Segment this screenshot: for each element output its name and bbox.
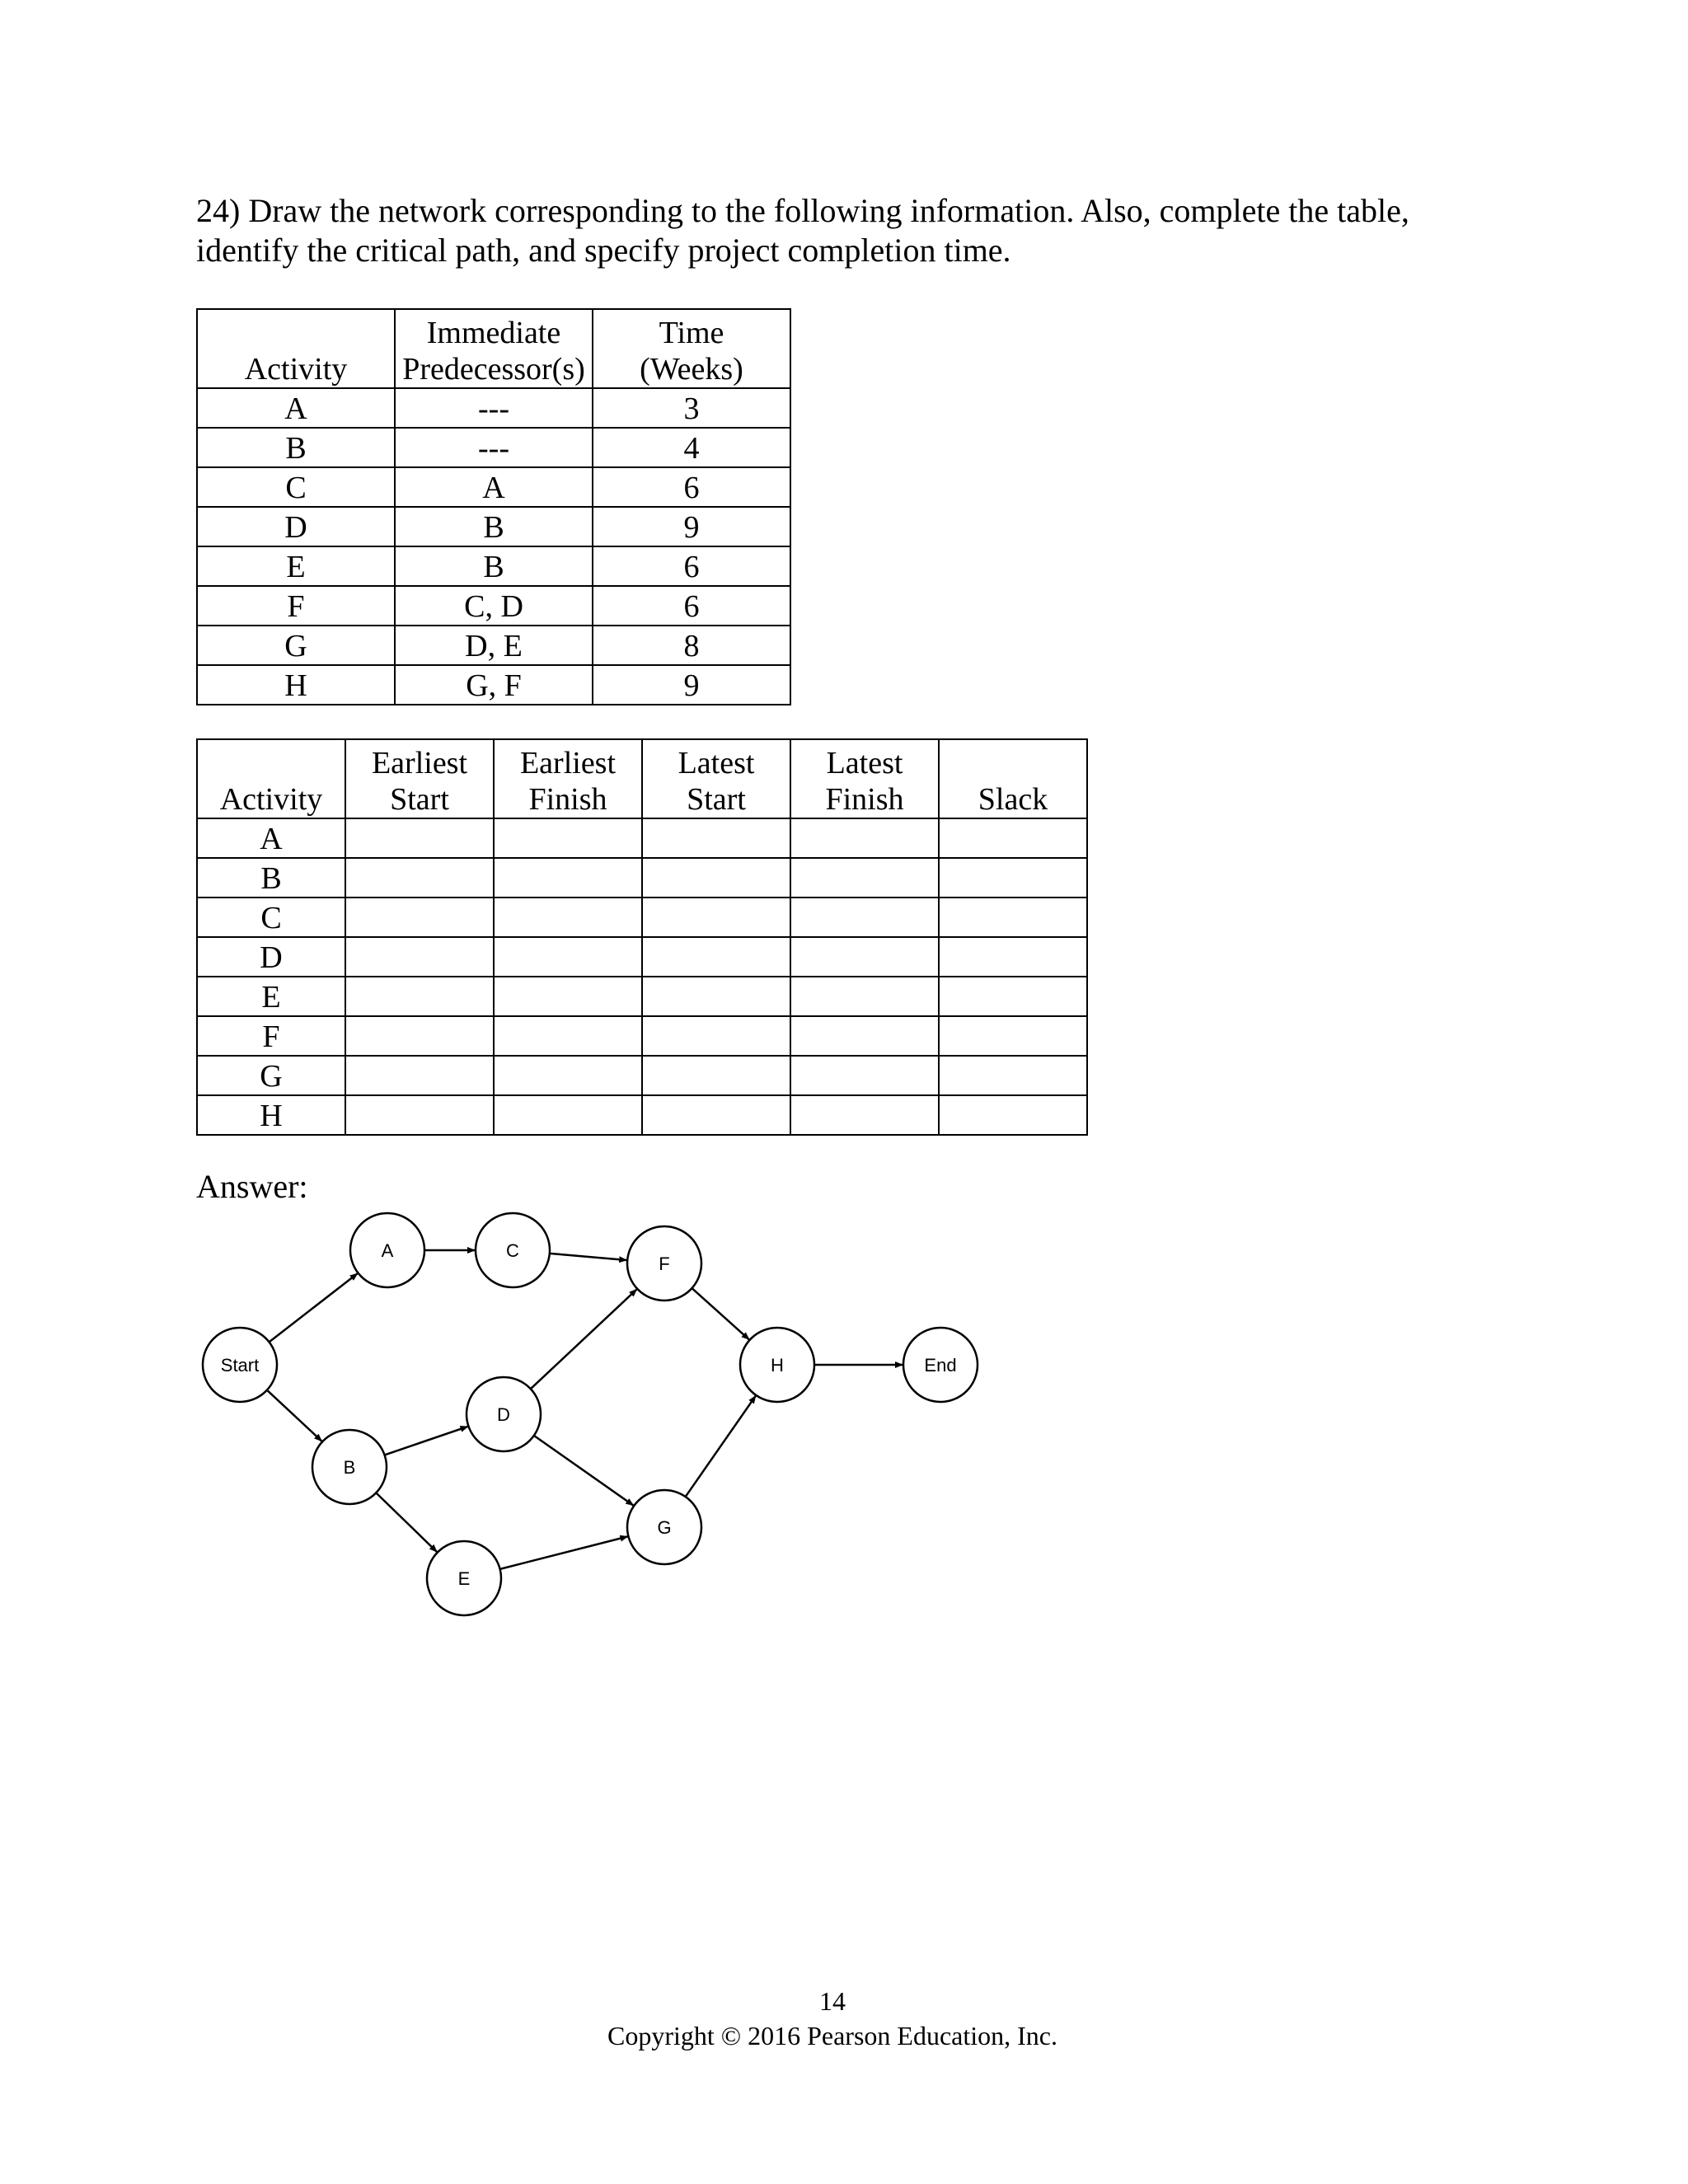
cell-activity: A xyxy=(197,388,395,428)
edge-b-e xyxy=(376,1493,437,1552)
header-slack: Slack xyxy=(939,739,1087,818)
header-lf-line1: Latest xyxy=(826,746,903,780)
cell-time: 6 xyxy=(593,586,790,626)
header-ls-line2: Start xyxy=(687,782,746,817)
node-label: Start xyxy=(220,1355,260,1376)
node-b xyxy=(312,1430,387,1504)
header-activity: Activity xyxy=(197,739,345,818)
header-ef-line1: Earliest xyxy=(519,746,617,780)
cell-activity: B xyxy=(197,428,395,467)
node-h xyxy=(740,1328,814,1402)
header-time-line1: Time xyxy=(659,316,724,350)
node-d xyxy=(467,1377,541,1451)
node-label: H xyxy=(771,1355,784,1376)
edge-b-d xyxy=(385,1427,468,1455)
edge-d-g xyxy=(534,1436,634,1506)
cell-activity: C xyxy=(197,467,395,507)
node-c xyxy=(476,1213,550,1287)
edge-e-g xyxy=(500,1536,628,1569)
question-line-2: identify the critical path, and specify project completion time. xyxy=(196,232,1011,269)
cell-time: 8 xyxy=(593,626,790,665)
cell-pred: B xyxy=(395,546,593,586)
node-f xyxy=(627,1226,701,1301)
header-es-line2: Start xyxy=(390,782,449,817)
page-number: 14 xyxy=(819,1986,846,2016)
edge-d-f xyxy=(531,1289,637,1389)
cell-activity: D xyxy=(197,507,395,546)
cell-pred: A xyxy=(395,467,593,507)
cell-activity: D xyxy=(197,937,345,977)
header-pred-line2: Predecessor(s) xyxy=(402,352,585,387)
edge-start-b xyxy=(267,1390,321,1441)
cell-time: 6 xyxy=(593,467,790,507)
header-activity: Activity xyxy=(197,309,395,388)
cell-pred: C, D xyxy=(395,586,593,626)
node-label: A xyxy=(381,1240,394,1261)
header-ls-line1: Latest xyxy=(678,746,755,780)
header-time-line2: (Weeks) xyxy=(640,352,743,387)
node-end xyxy=(903,1328,978,1402)
edge-start-a xyxy=(270,1273,358,1342)
cell-pred: --- xyxy=(395,388,593,428)
cell-pred: B xyxy=(395,507,593,546)
cell-activity: A xyxy=(197,818,345,858)
node-e xyxy=(427,1541,501,1615)
header-lf-line2: Finish xyxy=(825,782,904,817)
node-label: G xyxy=(657,1517,672,1538)
cell-activity: E xyxy=(197,977,345,1016)
cell-activity: G xyxy=(197,626,395,665)
cell-activity: F xyxy=(197,1016,345,1056)
cell-activity: G xyxy=(197,1056,345,1095)
cell-pred: G, F xyxy=(395,665,593,705)
node-start xyxy=(203,1328,277,1402)
cell-time: 9 xyxy=(593,665,790,705)
answer-label: Answer: xyxy=(196,1168,308,1205)
node-label: B xyxy=(343,1457,356,1478)
cell-activity: B xyxy=(197,858,345,898)
edge-c-f xyxy=(550,1254,626,1260)
edge-f-h xyxy=(692,1288,748,1339)
question-line-1: 24) Draw the network corresponding to the following information. Also, complete the table, xyxy=(196,192,1409,229)
node-label: C xyxy=(506,1240,519,1261)
cell-activity: H xyxy=(197,1095,345,1135)
node-label: E xyxy=(457,1568,471,1589)
node-label: F xyxy=(659,1254,670,1274)
node-g xyxy=(627,1490,701,1564)
node-label: D xyxy=(497,1404,510,1425)
cell-time: 3 xyxy=(593,388,790,428)
cell-activity: E xyxy=(197,546,395,586)
cell-pred: --- xyxy=(395,428,593,467)
cell-activity: F xyxy=(197,586,395,626)
cell-activity: C xyxy=(197,898,345,937)
cell-time: 9 xyxy=(593,507,790,546)
node-label: End xyxy=(924,1355,957,1376)
copyright-notice: Copyright © 2016 Pearson Education, Inc. xyxy=(607,2021,1057,2050)
cell-time: 4 xyxy=(593,428,790,467)
header-pred-line1: Immediate xyxy=(426,316,561,350)
header-ef-line2: Finish xyxy=(528,782,607,817)
cell-time: 6 xyxy=(593,546,790,586)
cell-activity: H xyxy=(197,665,395,705)
header-es-line1: Earliest xyxy=(371,746,468,780)
node-a xyxy=(350,1213,424,1287)
cell-pred: D, E xyxy=(395,626,593,665)
edge-g-h xyxy=(686,1396,756,1497)
